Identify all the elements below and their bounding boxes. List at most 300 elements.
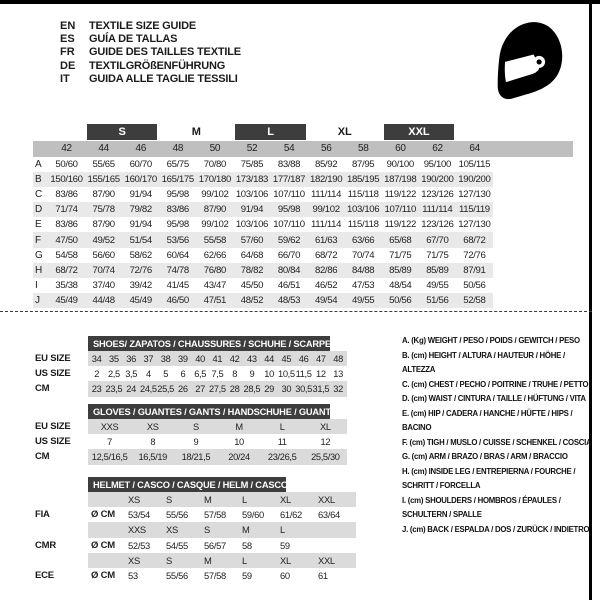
helmet-size-label: L xyxy=(280,524,285,536)
measure-value: 105/115 xyxy=(458,158,491,170)
helmet-size-value: 55/56 xyxy=(166,570,188,582)
measure-value: 71/74 xyxy=(55,204,78,216)
helmet-size-label: XXL xyxy=(318,554,335,566)
measure-value: 95/98 xyxy=(277,204,301,216)
measure-value: 70/80 xyxy=(203,158,226,170)
size-table-row xyxy=(33,202,493,217)
measure-value: 49/54 xyxy=(314,295,338,307)
size-number: 58 xyxy=(358,143,369,155)
measure-value: 187/198 xyxy=(384,173,417,185)
helmet-size-label: XL xyxy=(280,494,291,506)
measure-value: 115/118 xyxy=(347,188,379,200)
size-number: 60 xyxy=(395,143,406,155)
helmet-size-label: XXL xyxy=(318,494,335,506)
measure-value: 99/102 xyxy=(201,219,229,231)
size-number-row xyxy=(33,141,573,157)
measure-row-label: F xyxy=(35,234,42,246)
measure-value: 72/76 xyxy=(129,264,152,276)
measure-value: 55/65 xyxy=(92,158,115,170)
measure-value: 111/114 xyxy=(422,204,453,216)
measure-value: 83/86 xyxy=(55,188,78,200)
measure-value: 87/90 xyxy=(203,204,226,216)
helmet-size-label: XXS xyxy=(128,524,146,536)
helmet-size-label: XS xyxy=(128,554,140,566)
shoes-size-value: 25,5 xyxy=(157,383,174,394)
legend-item: D. (cm) WAIST / CINTURA / TAILLE / HÜFTUNG / VITA xyxy=(402,394,586,403)
gloves-row-values xyxy=(88,434,347,449)
size-table-body xyxy=(33,157,573,309)
measure-value: 190/200 xyxy=(421,173,454,185)
size-number: 52 xyxy=(246,143,258,155)
measure-value: 67/70 xyxy=(426,234,449,246)
measure-row-label: D xyxy=(35,204,43,216)
shoes-row-values xyxy=(88,351,347,366)
shoes-size-value: 45 xyxy=(281,353,292,364)
measure-value: 123/126 xyxy=(421,188,454,200)
measure-value: 52/58 xyxy=(463,295,486,307)
gloves-table-row xyxy=(33,449,347,464)
helmet-size-row xyxy=(33,522,356,537)
measure-value: 46/51 xyxy=(277,280,301,292)
helmet-size-value: 61 xyxy=(318,570,328,582)
helmet-size-value: 58 xyxy=(242,539,252,551)
measure-value: 50/56 xyxy=(389,295,412,307)
legend-item: A. (Kg) WEIGHT / PESO / POIDS / GEWITCH / PESO xyxy=(402,336,580,345)
guide-title: GUIDA ALLE TAGLIE TESSILI xyxy=(89,73,238,86)
shoes-size-value: 41 xyxy=(212,353,223,364)
size-group-header xyxy=(33,123,573,140)
measure-value: 37/40 xyxy=(92,280,115,292)
shoes-size-table xyxy=(33,336,347,397)
language-row xyxy=(60,19,241,32)
measure-value: 160/170 xyxy=(124,173,157,185)
shoes-size-value: 43 xyxy=(247,353,257,364)
helmet-size-label: L xyxy=(242,494,247,506)
helmet-size-labels xyxy=(88,492,356,507)
shoes-row-values xyxy=(88,366,347,381)
language-code: EN xyxy=(60,19,76,32)
helmet-size-label: XS xyxy=(166,524,178,536)
measure-value: 49/55 xyxy=(352,295,375,307)
shoes-size-value: 30,5 xyxy=(295,383,312,394)
size-table-row xyxy=(33,248,493,263)
measure-value: 150/160 xyxy=(50,173,83,185)
helmet-unit-label: Ø CM xyxy=(91,509,116,521)
helmet-size-label: M xyxy=(242,524,250,536)
size-number: 50 xyxy=(209,143,221,155)
helmet-table-sections xyxy=(33,492,356,583)
gloves-size-table xyxy=(33,404,347,465)
helmet-standard-section xyxy=(33,492,356,522)
shoes-row-label: EU SIZE xyxy=(35,353,71,365)
measure-value: 62/66 xyxy=(203,249,226,261)
shoes-table-row xyxy=(33,381,347,396)
shoes-size-value: 37 xyxy=(143,353,154,364)
helmet-size-labels xyxy=(88,522,356,537)
shoes-size-value: 29 xyxy=(264,383,274,394)
language-row xyxy=(60,32,241,45)
helmet-size-label: M xyxy=(204,554,212,566)
measure-value: 55/58 xyxy=(203,234,226,246)
measure-value: 170/180 xyxy=(198,173,231,185)
measure-value: 45/50 xyxy=(240,280,264,292)
measure-value: 50/56 xyxy=(463,280,486,292)
measure-value: 76/80 xyxy=(203,264,226,276)
shoes-size-value: 23 xyxy=(91,383,102,394)
helmet-size-value: 57/58 xyxy=(204,509,226,521)
shoes-size-value: 2,5 xyxy=(107,368,120,379)
gloves-size-value: L xyxy=(279,421,285,432)
helmet-size-labels xyxy=(88,553,356,568)
measure-row-label: J xyxy=(35,295,40,307)
measure-value: 64/68 xyxy=(240,249,264,261)
helmet-table-title: HELMET / CASCO / CASQUE / HELM / CASCO xyxy=(88,477,286,492)
legend-item: G. (cm) ARM / BRAZO / BRAS / ARM / BRACCIO xyxy=(402,452,568,461)
shoes-table-title: SHOES/ ZAPATOS / CHAUSSURES / SCHUHE / SCARPE xyxy=(88,336,330,351)
gloves-row-values xyxy=(88,449,347,464)
measure-value: 182/190 xyxy=(309,173,343,185)
gloves-size-value: XXS xyxy=(100,421,119,432)
helmet-standard-label: ECE xyxy=(35,570,54,582)
helmet-standard-label: FIA xyxy=(35,509,50,521)
measure-value: 63/66 xyxy=(352,234,375,246)
helmet-unit-label: Ø CM xyxy=(91,570,116,582)
helmet-size-row xyxy=(33,553,356,568)
measure-value: 68/72 xyxy=(55,264,78,276)
helmet-standard-section xyxy=(33,553,356,583)
helmet-standard-section xyxy=(33,522,356,552)
gloves-size-value: 23/26,5 xyxy=(267,451,297,462)
gloves-table-row xyxy=(33,419,347,434)
measure-value: 119/122 xyxy=(384,219,416,231)
shoes-size-value: 31,5 xyxy=(312,383,330,394)
measure-value: 71/75 xyxy=(426,249,449,261)
shoes-size-value: 6,5 xyxy=(194,368,207,379)
measure-row-label: I xyxy=(35,280,38,292)
helmet-size-value: 52/53 xyxy=(128,539,150,551)
gloves-table-row xyxy=(33,434,347,449)
shoes-size-value: 7,5 xyxy=(211,368,224,379)
measure-value: 60/64 xyxy=(166,249,189,261)
measure-row-label: A xyxy=(35,158,42,170)
shoes-size-value: 39 xyxy=(178,353,188,364)
measure-value: 85/92 xyxy=(314,158,338,170)
helmet-size-label: M xyxy=(204,494,212,506)
measure-value: 39/42 xyxy=(129,280,152,292)
helmet-unit-label: Ø CM xyxy=(91,539,116,551)
gloves-row-values xyxy=(88,419,347,434)
gloves-row-label: CM xyxy=(35,451,50,463)
gloves-row-label: US SIZE xyxy=(35,436,71,448)
measure-value: 68/72 xyxy=(314,249,338,261)
measure-value: 91/94 xyxy=(129,219,152,231)
shoes-size-value: 46 xyxy=(298,353,309,364)
measure-value: 61/63 xyxy=(314,234,338,246)
guide-title: GUIDE DES TAILLES TEXTILE xyxy=(89,46,241,59)
textile-size-table xyxy=(33,123,573,308)
helmet-value-row xyxy=(33,507,356,522)
shoes-size-value: 38 xyxy=(160,353,171,364)
measure-value: 75/78 xyxy=(92,204,115,216)
legend-item: H. (cm) INSIDE LEG / ENTREPIERNA / FOURCHE / SCHRITT / FORCELLA xyxy=(402,466,576,490)
language-row xyxy=(60,73,241,86)
measurement-legend xyxy=(402,334,594,537)
helmet-size-label: S xyxy=(166,554,172,566)
helmet-size-value: 60 xyxy=(280,570,290,582)
measure-value: 43/47 xyxy=(203,280,226,292)
measure-row-label: C xyxy=(35,188,43,200)
gloves-size-value: 18/21,5 xyxy=(181,451,211,462)
shoes-size-value: 10 xyxy=(264,368,274,379)
measure-value: 127/130 xyxy=(458,219,491,231)
measure-value: 45/49 xyxy=(129,295,152,307)
shoes-size-value: 2 xyxy=(94,368,100,379)
helmet-size-value: 59 xyxy=(242,570,252,582)
measure-value: 75/85 xyxy=(240,158,264,170)
measure-value: 78/82 xyxy=(240,264,264,276)
gloves-size-value: 7 xyxy=(107,436,112,447)
gloves-size-value: 16,5/19 xyxy=(138,451,168,462)
size-group-s: S xyxy=(87,124,157,140)
measure-value: 119/122 xyxy=(384,188,416,200)
measure-value: 79/82 xyxy=(129,204,152,216)
measure-value: 87/90 xyxy=(92,219,115,231)
shoes-table-row xyxy=(33,351,347,366)
top-frame-bar xyxy=(0,0,600,4)
measure-value: 123/126 xyxy=(421,219,454,231)
measure-value: 83/88 xyxy=(277,158,301,170)
shoes-size-value: 28 xyxy=(229,383,240,394)
measure-value: 66/70 xyxy=(277,249,301,261)
gloves-size-value: 11 xyxy=(277,436,287,447)
shoes-row-label: CM xyxy=(35,383,50,395)
helmet-size-value: 53 xyxy=(128,570,138,582)
shoes-row-values xyxy=(88,381,347,396)
shoes-size-value: 8 xyxy=(232,368,238,379)
gloves-size-value: 10 xyxy=(234,436,244,447)
shoes-size-value: 26 xyxy=(178,383,188,394)
gloves-table-rows xyxy=(33,419,347,465)
language-row xyxy=(60,59,241,72)
measure-value: 190/200 xyxy=(458,173,491,185)
measure-value: 165/175 xyxy=(161,173,194,185)
guide-title: GUÍA DE TALLAS xyxy=(89,33,178,46)
shoes-size-value: 34 xyxy=(91,353,102,364)
size-table-row xyxy=(33,263,493,278)
measure-value: 68/72 xyxy=(463,234,486,246)
measure-value: 95/98 xyxy=(166,188,189,200)
shoes-size-value: 30 xyxy=(281,383,292,394)
measure-value: 99/102 xyxy=(201,188,229,200)
racing-helmet-icon xyxy=(494,16,564,106)
helmet-size-label: S xyxy=(204,524,210,536)
size-table-row xyxy=(33,232,493,247)
language-code: ES xyxy=(60,33,75,46)
measure-value: 48/53 xyxy=(277,295,301,307)
helmet-size-label: S xyxy=(166,494,172,506)
measure-value: 51/56 xyxy=(426,295,449,307)
size-group-xl: XL xyxy=(337,125,352,138)
measure-row-label: H xyxy=(35,264,43,276)
language-row xyxy=(60,46,241,59)
measure-value: 103/106 xyxy=(347,204,380,216)
measure-value: 99/102 xyxy=(312,204,340,216)
measure-value: 41/45 xyxy=(166,280,189,292)
gloves-size-value: 8 xyxy=(150,436,156,447)
measure-value: 46/50 xyxy=(166,295,189,307)
measure-value: 83/86 xyxy=(166,204,189,216)
gloves-size-value: XS xyxy=(146,421,159,432)
shoes-row-label: US SIZE xyxy=(35,368,71,380)
shoes-size-value: 12 xyxy=(316,368,326,379)
shoes-size-value: 40 xyxy=(195,353,205,364)
gloves-table-title: GLOVES / GUANTES / GANTS / HANDSCHUHE / GUANTI xyxy=(88,404,330,419)
measure-value: 87/95 xyxy=(352,158,375,170)
shoes-size-value: 27,5 xyxy=(209,383,226,394)
measure-value: 54/58 xyxy=(55,249,78,261)
shoes-table-rows xyxy=(33,351,347,397)
measure-value: 111/114 xyxy=(311,219,342,231)
helmet-value-row xyxy=(33,538,356,553)
shoes-size-value: 24 xyxy=(126,383,136,394)
helmet-size-table xyxy=(33,477,356,583)
shoes-size-value: 42 xyxy=(229,353,240,364)
legend-item: B. (cm) HEIGHT / ALTURA / HAUTEUR / HÖHE / ALTEZZA xyxy=(402,350,565,374)
size-number: 44 xyxy=(98,143,109,155)
shoes-size-value: 48 xyxy=(333,353,343,364)
helmet-size-value: 54/55 xyxy=(166,539,188,551)
measure-value: 115/119 xyxy=(458,204,490,216)
shoes-size-value: 44 xyxy=(264,353,274,364)
measure-value: 103/106 xyxy=(235,188,269,200)
language-code: DE xyxy=(60,59,76,72)
legend-item: F. (cm) TIGH / MUSLO / CUISSE / SCHENKEL / COSCIA xyxy=(402,437,592,447)
measure-value: 85/89 xyxy=(389,264,412,276)
shoes-size-value: 24,5 xyxy=(140,383,157,394)
measure-value: 35/38 xyxy=(55,280,78,292)
language-title-list xyxy=(60,19,241,86)
measure-value: 57/60 xyxy=(240,234,264,246)
measure-value: 46/52 xyxy=(314,280,338,292)
measure-value: 58/62 xyxy=(129,249,152,261)
helmet-size-value: 53/54 xyxy=(128,509,150,521)
measure-value: 45/49 xyxy=(55,295,78,307)
measure-value: 48/54 xyxy=(389,280,412,292)
measure-value: 103/106 xyxy=(235,219,269,231)
size-number: 56 xyxy=(320,143,332,155)
measure-value: 65/68 xyxy=(389,234,412,246)
size-number: 64 xyxy=(469,143,480,155)
measure-value: 84/88 xyxy=(352,264,375,276)
size-table-row xyxy=(33,217,493,232)
measure-row-label: B xyxy=(35,173,42,185)
measure-value: 47/53 xyxy=(352,280,375,292)
measure-value: 83/86 xyxy=(55,219,78,231)
measure-value: 95/98 xyxy=(166,219,189,231)
measure-value: 85/89 xyxy=(426,264,449,276)
shoes-size-value: 4 xyxy=(145,368,151,379)
size-number: 42 xyxy=(61,143,72,155)
helmet-size-value: 61/62 xyxy=(280,509,302,521)
size-table-row xyxy=(33,293,493,308)
gloves-size-value: 9 xyxy=(193,436,199,447)
size-table-row xyxy=(33,278,493,293)
gloves-size-value: 20/24 xyxy=(228,451,250,462)
helmet-size-value: 55/56 xyxy=(166,509,188,521)
measure-value: 70/74 xyxy=(92,264,115,276)
helmet-standard-label: CMR xyxy=(35,539,57,551)
size-number: 54 xyxy=(283,143,295,155)
size-table-row xyxy=(33,157,493,172)
dashed-separator xyxy=(0,311,592,312)
gloves-size-value: XL xyxy=(320,421,331,432)
helmet-value-row xyxy=(33,568,356,583)
guide-title: TEXTILGRÖßENFÜHRUNG xyxy=(89,59,226,72)
gloves-size-value: 12 xyxy=(320,436,331,447)
helmet-size-value: 63/64 xyxy=(318,509,340,521)
shoes-size-value: 28,5 xyxy=(243,383,261,394)
legend-item: J. (cm) BACK / ESPALDA / DOS / ZURÜCK / INDIETRO xyxy=(402,524,590,534)
measure-value: 80/84 xyxy=(277,264,301,276)
helmet-size-row xyxy=(33,492,356,507)
shoes-size-value: 47 xyxy=(316,353,326,364)
measure-value: 82/86 xyxy=(314,264,338,276)
measure-value: 51/54 xyxy=(129,234,152,246)
measure-value: 48/52 xyxy=(240,295,264,307)
shoes-size-value: 23,5 xyxy=(105,383,123,394)
measure-value: 177/187 xyxy=(272,173,306,185)
gloves-size-value: S xyxy=(192,421,199,432)
shoes-size-value: 11,5 xyxy=(295,368,312,379)
shoes-size-value: 6 xyxy=(180,368,186,379)
measure-value: 50/60 xyxy=(55,158,78,170)
measure-row-label: E xyxy=(35,219,42,231)
shoes-size-value: 3,5 xyxy=(125,368,138,379)
shoes-size-value: 35 xyxy=(109,353,119,364)
measure-value: 87/91 xyxy=(463,264,486,276)
measure-value: 115/118 xyxy=(347,219,379,231)
size-number: 48 xyxy=(172,143,184,155)
measure-value: 173/183 xyxy=(235,173,269,185)
shoes-size-value: 36 xyxy=(126,353,136,364)
shoes-size-value: 5 xyxy=(163,368,169,379)
size-table-row xyxy=(33,172,493,187)
shoes-size-value: 32 xyxy=(333,383,343,394)
guide-title: TEXTILE SIZE GUIDE xyxy=(89,19,197,32)
measure-value: 87/90 xyxy=(92,188,115,200)
gloves-size-value: M xyxy=(235,421,243,432)
size-table-row xyxy=(33,187,493,202)
shoes-size-value: 10,5 xyxy=(278,368,295,379)
legend-item: I. (cm) SHOULDERS / HOMBROS / ÉPAULES / SCHULTERN / SPALLE xyxy=(402,495,561,519)
legend-item: C. (cm) CHEST / PECHO / POITRINE / TRUHE / PETTO xyxy=(402,379,589,389)
measure-value: 47/51 xyxy=(203,295,226,307)
measure-value: 95/100 xyxy=(423,158,451,170)
measure-value: 44/48 xyxy=(92,295,115,307)
helmet-size-value: 57/58 xyxy=(204,570,226,582)
measure-value: 72/76 xyxy=(463,249,486,261)
measure-value: 56/60 xyxy=(92,249,115,261)
size-number: 46 xyxy=(135,143,146,155)
measure-value: 111/114 xyxy=(311,188,342,200)
shoes-size-value: 9 xyxy=(249,368,255,379)
measure-value: 60/70 xyxy=(129,158,152,170)
helmet-values xyxy=(88,507,356,522)
helmet-size-value: 56/57 xyxy=(204,539,226,551)
language-code: FR xyxy=(60,46,75,59)
legend-item: E. (cm) HIP / CADERA / HANCHE / HÜFTE / HIPS / BACINO xyxy=(402,408,573,432)
measure-value: 185/195 xyxy=(347,173,380,185)
